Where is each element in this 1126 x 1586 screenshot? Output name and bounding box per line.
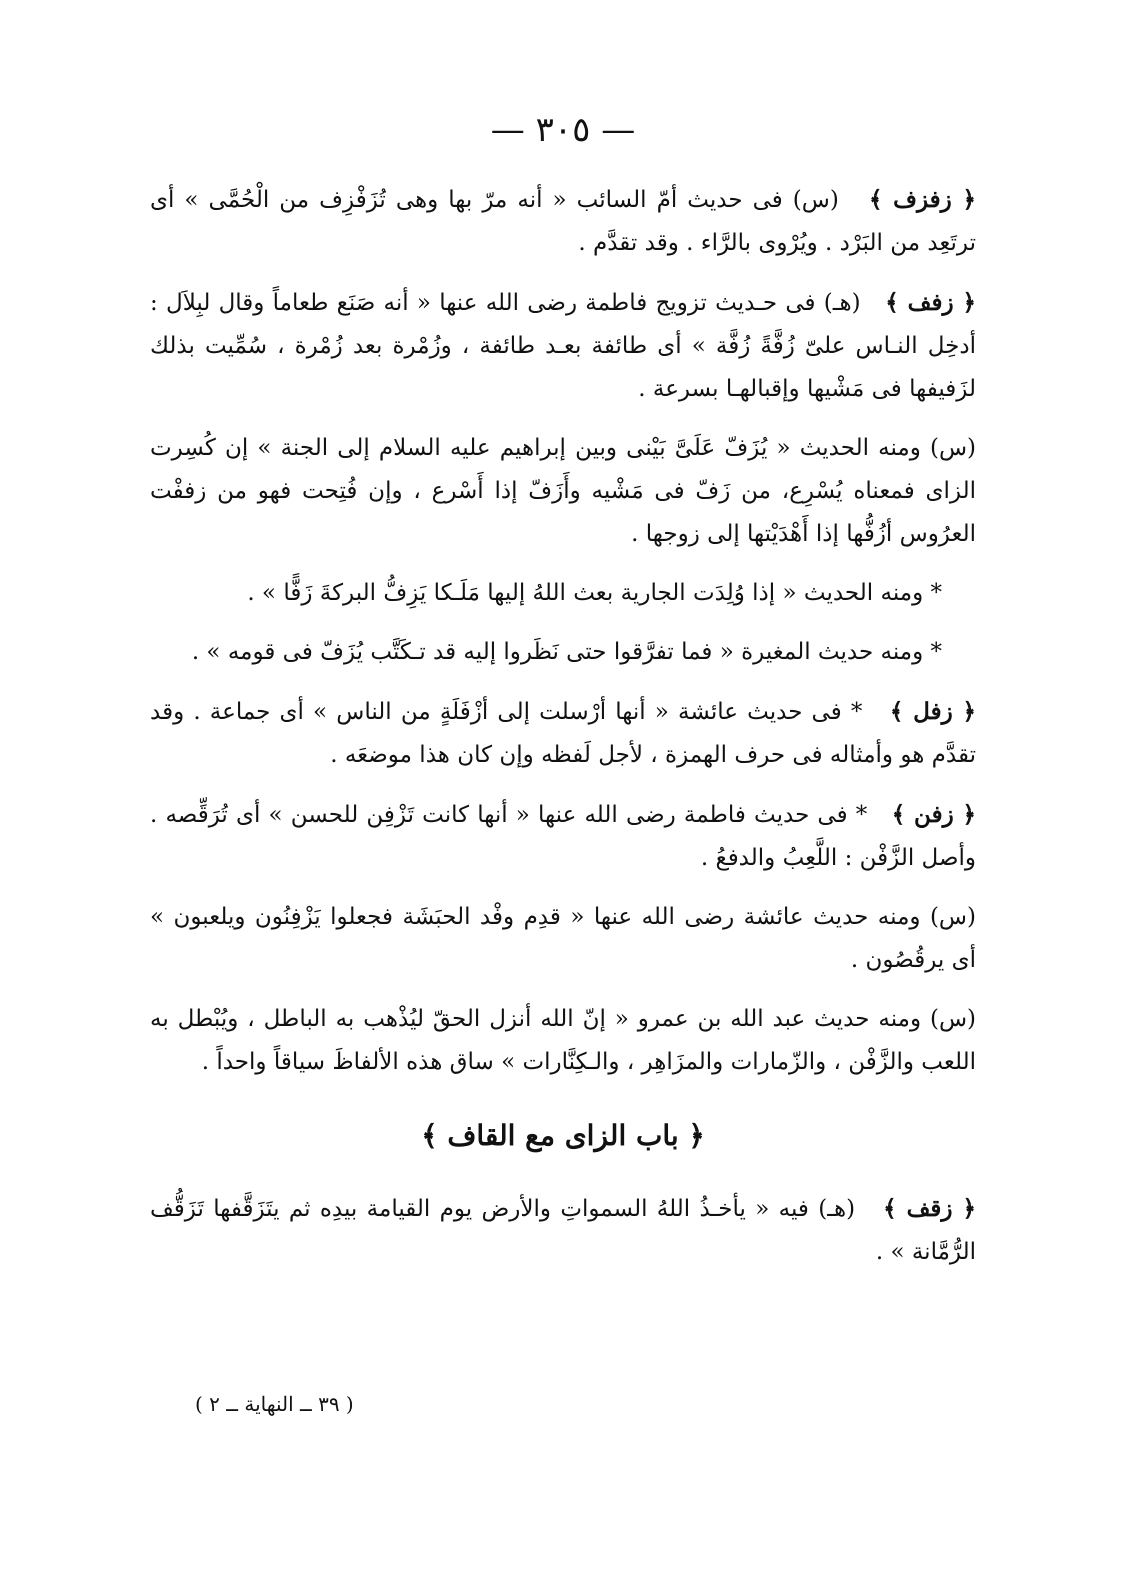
page-body [150, 178, 976, 1290]
dictionary-entry [150, 572, 976, 615]
entry-text: * فى حديث عائشة « أنها أرْسلت إلى أزْفَلَةٍ من الناس » أى جماعة . وقد تقدَّم هو وأمثاله فى حرف الهمزة ، لأجل لَفظه وإن كان هذا موضعَه . [150, 699, 976, 768]
page-number: — ٣٠٥ — [490, 110, 636, 150]
dictionary-entry [150, 998, 976, 1084]
dictionary-entry [150, 1187, 976, 1274]
dictionary-entry [150, 178, 976, 265]
entry-text: (س) فى حديث أمّ السائب « أنه مرّ بها وهى تُزَفْزِف من الْحُمَّى » أى ترتَعِد من البَرْد . ويُرْوى بالرَّاء . وقد تقدَّم . [150, 187, 976, 256]
entry-text: * ومنه حديث المغيرة « فما تفرَّقوا حتى نَظَروا إليه قد تـكَتَّب يُزَفّ فى قومه » . [191, 639, 942, 665]
dictionary-entry [150, 896, 976, 982]
dictionary-entry [150, 427, 976, 556]
entry-text: (س) ومنه الحديث « يُزَفّ عَلَىَّ بَيْنى وبين إبراهيم عليه السلام إلى الجنة » إن كُسِرت الزاى فمعناه يُسْرِع، من زَفّ فى مَشْيه وأَزَفّ إذا أَسْرع ، وإن فُتِحت فهو من زففْت العرُوس أزُفُّها إذا أَهْدَيْتها إلى زوجها . [150, 435, 976, 547]
entry-text: (س) ومنه حديث عبد الله بن عمرو « إنّ الله أنزل الحقّ ليُذْهب به الباطل ، ويُبْطل به اللعب والزَّفْن ، والزّمارات والمزَاهِر ، والـكِنَّارات » ساق هذه الألفاظَ سياقاً واحداً . [150, 1006, 976, 1075]
dictionary-entry [150, 281, 976, 411]
footer-note: ( ٣٩ ــ النهاية ــ ٢ ) [195, 1392, 354, 1416]
entry-text: (س) ومنه حديث عائشة رضى الله عنها « قدِم وفْد الحبَشَة فجعلوا يَزْفِنُون ويلعبون » أى يرقُصُون . [150, 904, 976, 973]
entry-headword: ﴿ زفل ﴾ [889, 698, 976, 725]
dictionary-entry [150, 793, 976, 880]
entry-headword: ﴿ زفن ﴾ [891, 801, 976, 828]
entries-list [150, 178, 976, 1084]
dictionary-entry [150, 631, 976, 674]
entry-text: (هـ) فيه « يأخـذُ اللهُ السمواتِ والأرض يوم القيامة بيدِه ثم يتَزَقَّفها تَزَقُّف الرُّمَّانة » . [150, 1196, 976, 1265]
dictionary-entry [150, 690, 976, 777]
entry-headword: ﴿ زقف ﴾ [883, 1195, 976, 1222]
entries-after-list [150, 1187, 976, 1274]
entry-text: * فى حديث فاطمة رضى الله عنها « أنها كانت تَزْفِن للحسن » أى تُرَقِّصه . وأصل الزَّفْن : اللَّعِبُ والدفعُ . [150, 802, 976, 871]
entry-headword: ﴿ زفف ﴾ [885, 289, 976, 316]
section-title: ﴿ باب الزاى مع القاف ﴾ [421, 1119, 705, 1152]
entry-text: * ومنه الحديث « إذا وُلِدَت الجارية بعث اللهُ إليها مَلَـكا يَزِفُّ البركةَ زَفًّا » . [247, 580, 942, 606]
entry-headword: ﴿ زفزف ﴾ [868, 186, 976, 213]
entry-text: (هـ) فى حـديث تزويج فاطمة رضى الله عنها « أنه صَنَع طعاماً وقال لبِلاَل : أدخِل النـاس علىّ زُفَّةً زُفَّة » أى طائفة بعـد طائفة ، وزُمْرة بعد زُمْرة ، سُمِّيت بذلك لزَفيفها فى مَشْيها وإقبالهـا بسرعة . [150, 290, 976, 402]
